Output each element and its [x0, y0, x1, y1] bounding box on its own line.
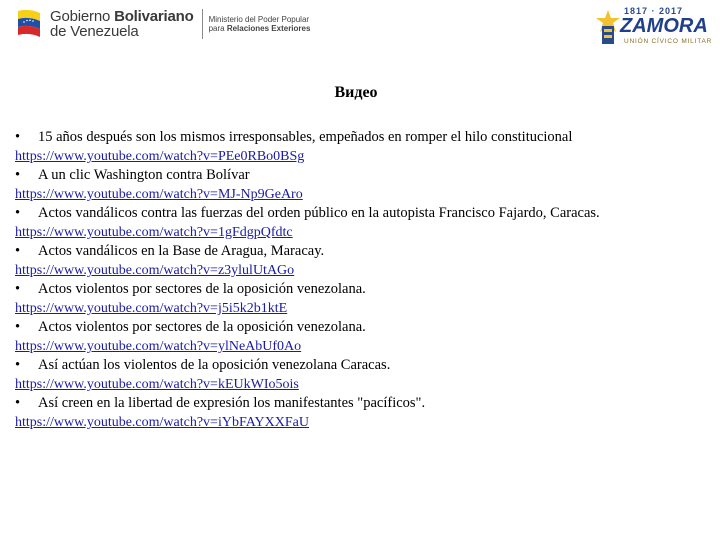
item-text: Actos vandálicos en la Base de Aragua, Maracay. [38, 243, 325, 259]
list-item [15, 318, 715, 337]
item-text: Actos violentos por sectores de la oposición venezolana. [38, 281, 366, 297]
video-link[interactable]: https://www.youtube.com/watch?v=PEe0RBo0BSg [15, 149, 305, 164]
list-item [15, 166, 715, 185]
video-link[interactable]: https://www.youtube.com/watch?v=z3ylulUtAGo [15, 263, 295, 278]
zamora-subtitle: UNIÓN CÍVICO MILITAR [624, 38, 713, 45]
zamora-logo[interactable] [594, 6, 713, 50]
video-link[interactable]: https://www.youtube.com/watch?v=j5i5k2b1ktE [15, 301, 288, 316]
gov-line1-a: Gobierno [50, 8, 111, 25]
bullet: • [15, 281, 21, 297]
ministry-name [209, 15, 311, 33]
ministry-line2-b: Relaciones Exteriores [226, 24, 311, 33]
item-text: Actos violentos por sectores de la oposición venezolana. [38, 319, 366, 335]
list-item [15, 242, 715, 261]
bullet: • [15, 395, 21, 411]
item-text: Así actúan los violentos de la oposición venezolana Caracas. [38, 357, 391, 373]
video-list [15, 128, 715, 432]
bullet: • [15, 205, 21, 221]
government-name [50, 9, 194, 39]
bullet: • [15, 319, 21, 335]
venezuela-flag-icon [14, 7, 44, 41]
government-logo[interactable] [14, 4, 310, 44]
gov-line2: de Venezuela [50, 23, 139, 40]
item-text: 15 años después son los mismos irresponsables, empeñados en romper el hilo constitucional [38, 129, 573, 145]
list-item [15, 128, 715, 147]
item-text: Así creen en la libertad de expresión los manifestantes "pacíficos". [38, 395, 426, 411]
ministry-line2-a: para [208, 24, 225, 33]
list-item [15, 394, 715, 413]
header [0, 0, 720, 60]
list-item [15, 280, 715, 299]
list-item [15, 204, 715, 223]
bullet: • [15, 243, 21, 259]
video-link[interactable]: https://www.youtube.com/watch?v=1gFdgpQfdtc [15, 225, 293, 240]
bullet: • [15, 167, 21, 183]
item-text: Actos vandálicos contra las fuerzas del orden público en la autopista Francisco Fajardo, Caracas. [38, 205, 600, 221]
zamora-emblem-icon [594, 8, 622, 48]
video-link[interactable]: https://www.youtube.com/watch?v=iYbFAYXXFaU [15, 415, 309, 430]
zamora-years: 1817 · 2017 [624, 6, 684, 16]
zamora-name: ZAMORA [620, 15, 708, 37]
bullet: • [15, 129, 21, 145]
divider [202, 9, 203, 39]
item-text: A un clic Washington contra Bolívar [38, 167, 250, 183]
bullet: • [15, 357, 21, 373]
gov-line1-b: Bolivariano [114, 8, 194, 25]
ministry-line1: Ministerio del Poder Popular [208, 15, 310, 24]
list-item [15, 356, 715, 375]
video-link[interactable]: https://www.youtube.com/watch?v=kEUkWIo5ois [15, 377, 299, 392]
video-link[interactable]: https://www.youtube.com/watch?v=MJ-Np9GeAro [15, 187, 303, 202]
page-title: Видео [334, 84, 378, 101]
video-link[interactable]: https://www.youtube.com/watch?v=ylNeAbUf0Ao [15, 339, 302, 354]
